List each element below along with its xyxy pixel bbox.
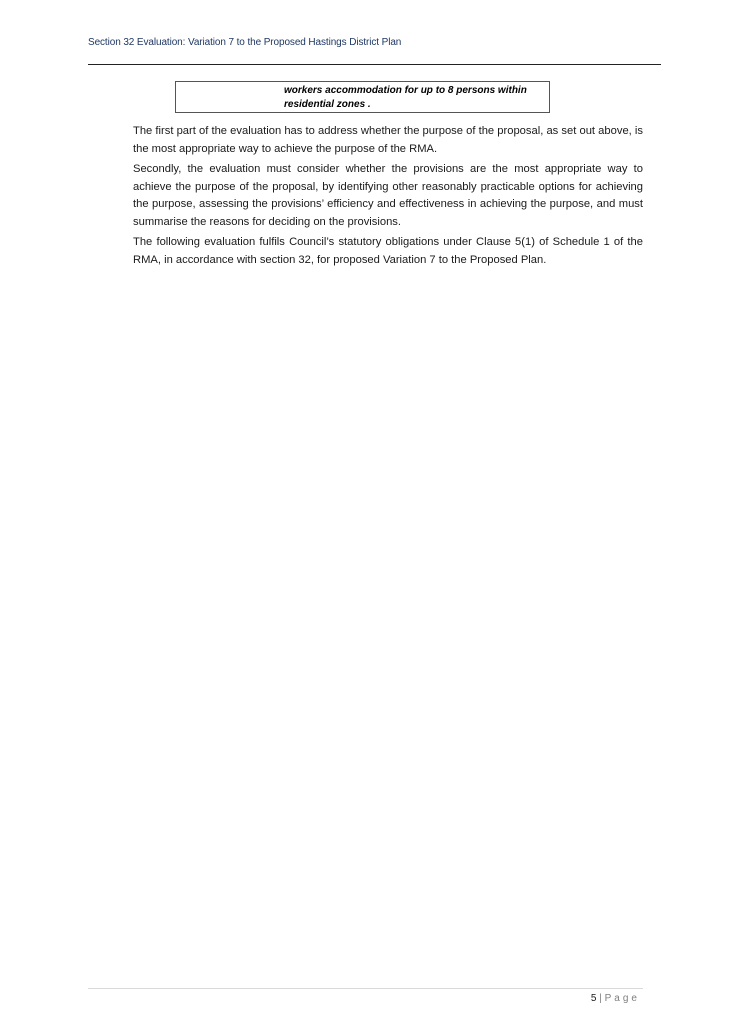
page-number: 5 bbox=[590, 993, 597, 1004]
table-text-line-2: residential zones . bbox=[284, 99, 371, 110]
header-divider bbox=[88, 64, 661, 65]
paragraph-2: Secondly, the evaluation must consider whether the provisions are the most appropriate way to achieve the purpose of the proposal, by identifying other reasonably practicable options for achieving the purpose, assessing the provisions’ efficiency and effectiveness in achieving the purpose, and must summarise the reasons for deciding on the provisions. bbox=[133, 163, 643, 228]
footer-divider bbox=[88, 988, 643, 989]
table-cell bbox=[175, 81, 550, 113]
page-footer bbox=[591, 993, 640, 1004]
paragraph-1: The first part of the evaluation has to address whether the purpose of the proposal, as set out above, is the most appropriate way to achieve the purpose of the RMA. bbox=[133, 125, 643, 155]
table-text-line-1: workers accommodation for up to 8 persons within bbox=[284, 85, 527, 96]
body-text bbox=[133, 123, 643, 272]
paragraph-3: The following evaluation fulfils Council’s statutory obligations under Clause 5(1) of Schedule 1 of the RMA, in accordance with section 32, for proposed Variation 7 to the Proposed Plan. bbox=[133, 236, 643, 266]
table-cell-text bbox=[284, 84, 549, 112]
footer-separator: | bbox=[596, 993, 605, 1004]
header-title: Section 32 Evaluation: Variation 7 to the Proposed Hastings District Plan bbox=[88, 37, 402, 48]
page-label: Page bbox=[604, 993, 640, 1004]
